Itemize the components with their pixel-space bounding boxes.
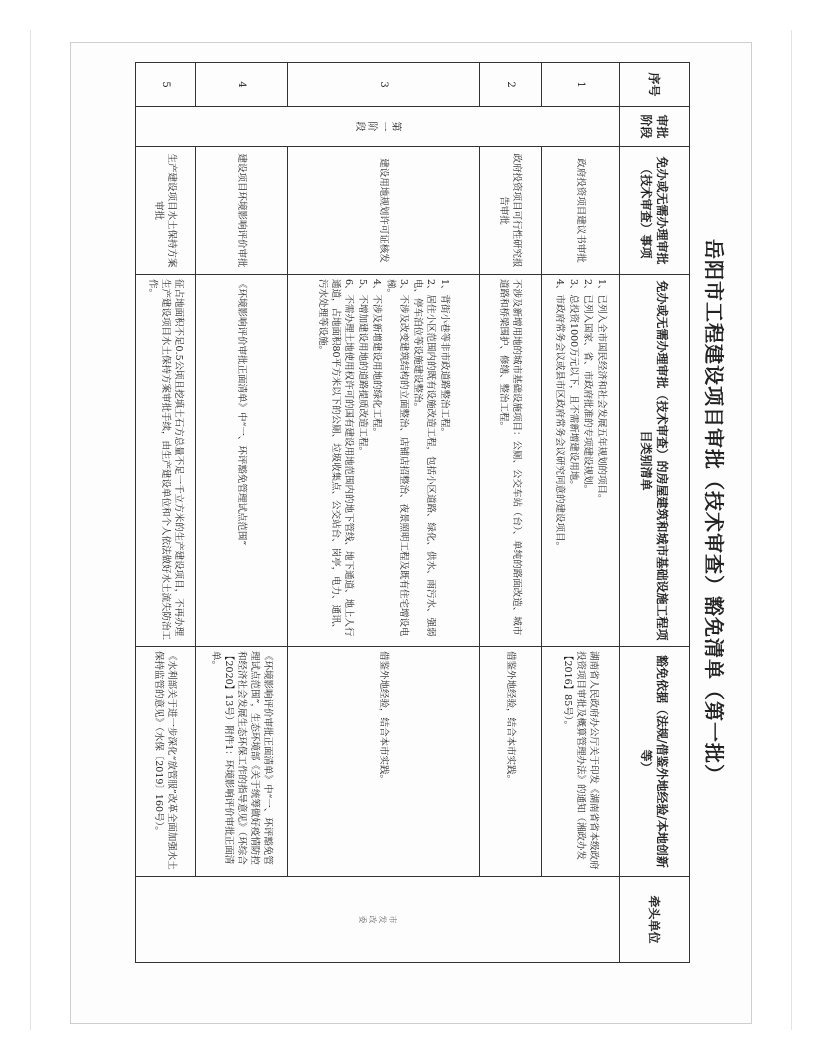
row-index: 1 — [542, 63, 620, 107]
scope-cell — [136, 275, 196, 647]
row-index: 4 — [196, 63, 288, 107]
row-index: 3 — [288, 63, 480, 107]
scope-cell — [542, 275, 620, 647]
scope-line: 3、总投资1000万元以下，且不需新增建设用地。 — [568, 279, 579, 490]
header-item: 免办或无需办理审批（技术审查）事项 — [620, 147, 690, 275]
stage-char: 一 — [378, 121, 390, 132]
row-index: 5 — [136, 63, 196, 107]
header-row — [620, 63, 690, 963]
scope-line: 6、不需办理土地使用权许可的国有建设用地范围内的地下管线、地下通道、地上人行通道，占地面积80平方米以下的公厕、垃圾收集点、公交站台、岗亭，电力、通讯、污水处理等设施。 — [317, 279, 354, 637]
lead-cell — [136, 877, 620, 963]
header-lead: 牵头单位 — [620, 877, 690, 963]
scope-line: 2、居住小区范围内的既有设施改造工程，包括小区道路、绿化、供水、雨污水、强弱电、停车泊位等设施建设整治。 — [412, 279, 436, 637]
item-cell: 建设项目环境影响评价审批 — [196, 147, 288, 275]
lead-char: 改 — [368, 915, 378, 924]
stage-char: 第 — [390, 121, 402, 132]
lead-char: 市 — [388, 915, 398, 924]
stage-char: 段 — [354, 121, 366, 132]
scope-line: 1、已列入全市国民经济和社会发展五年规划的项目。 — [596, 279, 607, 504]
table-row — [288, 63, 480, 963]
stage-char: 阶 — [366, 121, 378, 132]
lead-char: 发 — [378, 915, 388, 924]
scope-line: 1、背街小巷等非市政道路整治工程。 — [439, 279, 450, 438]
exemption-table — [135, 62, 690, 963]
rotated-document — [108, 62, 738, 962]
scope-line: 不涉及新增用地的城市基础设施项目：公厕、公交车站（台）、单纯的路面改造、城市道路和桥梁围护、修缮、整治工程。 — [498, 279, 523, 636]
table-row — [480, 63, 542, 963]
scope-line: 《环境影响评价审批正面清单》中“一、环评豁免管理试点范围” — [236, 279, 247, 546]
item-cell: 建设用地规划许可证核发 — [288, 147, 480, 275]
header-scope: 免办或无需办理审批（技术审查）的房屋建筑和城市基础设施工程项目类别清单 — [620, 275, 690, 647]
lead-char: 委 — [358, 915, 368, 924]
item-cell: 政府投资项目可行性研究报告审批 — [480, 147, 542, 275]
table-row — [196, 63, 288, 963]
basis-cell: 《环境影响评价审批正面清单》中“一、环评豁免管理试点范围”，生态环境部《关于统筹做好疫情防控和经济社会发展生态环保工作的指导意见》（环综合【2020】13号）附件1：环境影响评价审批正面清单。 — [196, 647, 288, 877]
header-basis: 豁免依据（法规/借鉴外地经验/本地创新等） — [620, 647, 690, 877]
row-index: 2 — [480, 63, 542, 107]
stage-cell — [136, 107, 620, 147]
basis-cell: 湖南省人民政府办公厅关于印发《湖南省省本级政府投资项目审批及概算管理办法》的通知（湘政办发【2016】85号）。 — [542, 647, 620, 877]
header-stage: 审批阶段 — [620, 107, 690, 147]
item-cell: 生产建设项目水土保持方案审批 — [136, 147, 196, 275]
table-row — [136, 63, 196, 963]
scope-cell — [288, 275, 480, 647]
scope-line: 4、不涉及新增建设用地的绿化工程。 — [371, 279, 382, 438]
scope-line: 4、市政府常务会议或县市区政府常务会议研究同意的建设项目。 — [554, 279, 565, 552]
item-cell: 政府投资项目建议书审批 — [542, 147, 620, 275]
scope-cell — [196, 275, 288, 647]
basis-cell: 借鉴外地经验，结合本市实践。 — [288, 647, 480, 877]
basis-cell: 借鉴外地经验，结合本市实践。 — [480, 647, 542, 877]
document-title: 岳阳市工程建设项目审批（技术审查）豁免清单（第一批） — [702, 239, 726, 785]
scope-line: 2、已列入国家、省、市政府批准的专项建设规划。 — [582, 279, 593, 495]
scope-line: 3、不涉及改变建筑结构的立面整治、店铺店招整治、夜景照明工程及既有住宅增设电梯。 — [385, 279, 409, 637]
basis-cell: 《水利部关于进一步深化“放管服”改革全面加强水土保持监管的意见》（水保〔2019〕160号）。 — [136, 647, 196, 877]
scope-cell — [480, 275, 542, 647]
table-row — [542, 63, 620, 963]
scope-line: 5、不增加建设用地的道路提质改造工程。 — [357, 279, 368, 457]
scope-line: 征占地面积不足0.5公顷且挖填土石方总量不足一千立方米的生产建设项目，不再办理生产建设项目水土保持方案审批手续，由生产建设单位和个人依法做好水土流失防治工作。 — [147, 279, 184, 641]
header-index: 序号 — [620, 63, 690, 107]
